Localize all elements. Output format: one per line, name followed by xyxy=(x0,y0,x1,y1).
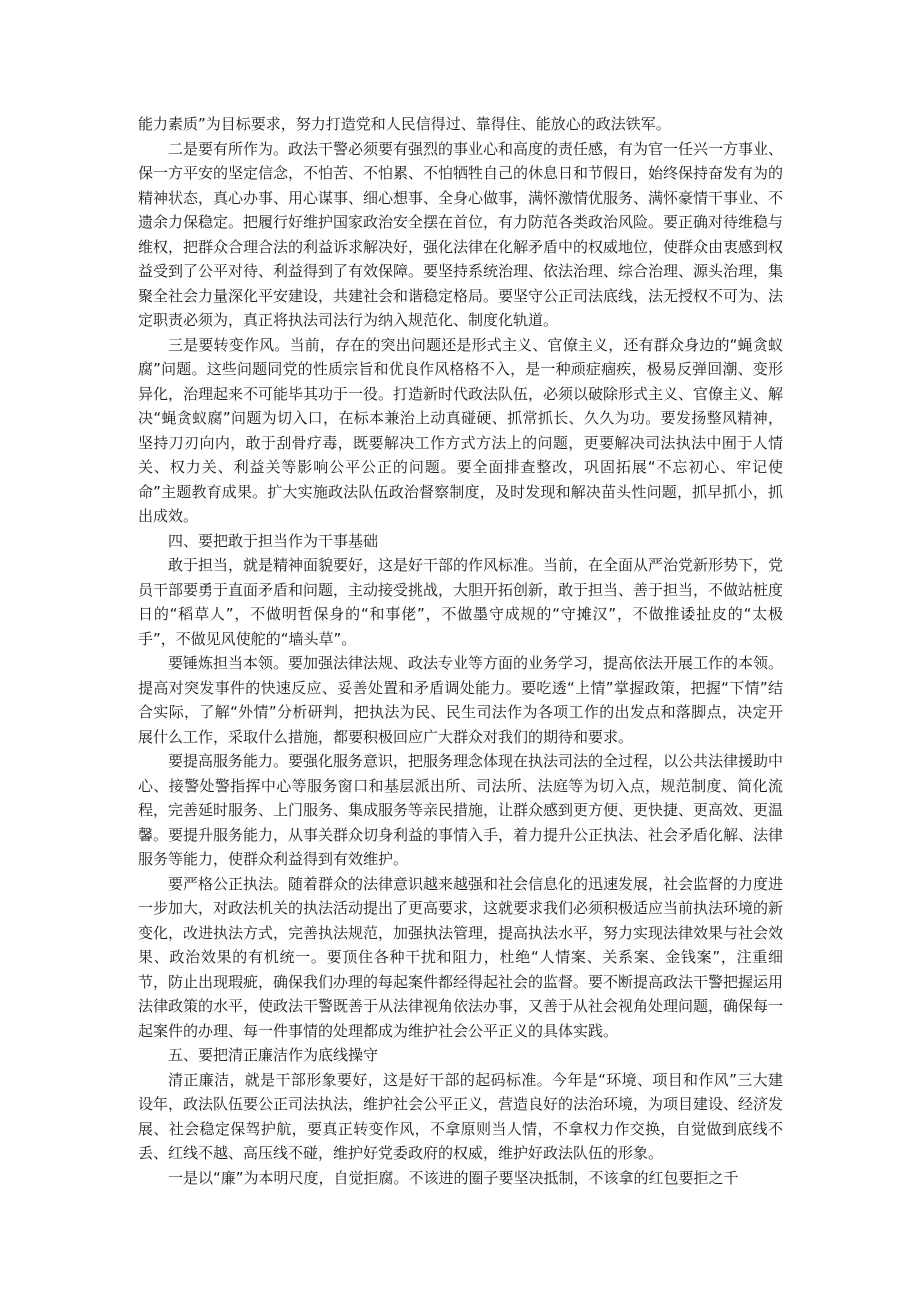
paragraph: 敢于担当，就是精神面貌要好，这是好干部的作风标准。当前，在全面从严治党新形势下，党员干部要勇于直面矛盾和问题，主动接受挑战，大胆开拓创新，敢于担当、善于担当，不做站桩度日的“稻草人”，不做明哲保身的“和事佬”，不做墨守成规的“守摊汉”，不做推诿扯皮的“太极手”，不做见风使舵的“墙头草”。 xyxy=(138,556,784,648)
section-heading: 四、要把敢于担当作为干事基础 xyxy=(168,531,379,550)
paragraph: 要严格公正执法。随着群众的法律意识越来越强和社会信息化的迅速发展，社会监督的力度进一步加大，对政法机关的执法活动提出了更高要求，这就要求我们必须积极适应当前执法环境的新变化，改进执法方式，完善执法规范，加强执法管理，提高执法水平，努力实现法律效果与社会效果、政治效果的有机统一。要顶住各种干扰和阻力，杜绝“人情案、关系案、金钱案”，注重细节，防止出现瑕疵，确保我们办理的每起案件都经得起社会的监督。要不断提高政法干警把握运用法律政策的水平，使政法干警既善于从法律视角依法办事，又善于从社会视角处理问题，确保每一起案件的办理、每一件事情的处理都成为维护社会公平正义的具体实践。 xyxy=(138,874,784,1040)
paragraph: 能力素质”为目标要求，努力打造党和人民信得过、靠得住、能放心的政法铁军。 xyxy=(138,115,671,133)
paragraph: 要提高服务能力。要强化服务意识，把服务理念体现在执法司法的全过程，以公共法律援助中心、接警处警指挥中心等服务窗口和基层派出所、司法所、法庭等为切入点，规范制度、简化流程，完善延时服务、上门服务、集成服务等亲民措施，让群众感到更方便、更快捷、更高效、更温馨。要提升服务能力，从事关群众切身利益的事情入手，着力提升公正执法、社会矛盾化解、法律服务等能力，使群众利益得到有效维护。 xyxy=(138,752,784,868)
paragraph: 要锤炼担当本领。要加强法律法规、政法专业等方面的业务学习，提高依法开展工作的本领。提高对突发事件的快速反应、妥善处置和矛盾调处能力。要吃透“上情”掌握政策，把握“下情”结合实际，了解“外情”分析研判，把执法为民、民生司法作为各项工作的出发点和落脚点，决定开展什么工作，采取什么措施，都要积极回应广大群众对我们的期待和要求。 xyxy=(138,654,784,746)
section-heading: 五、要把清正廉洁作为底线操守 xyxy=(168,1046,379,1064)
paragraph: 二是要有所作为。政法干警必须要有强烈的事业心和高度的责任感，有为官一任兴一方事业、保一方平安的坚定信念，不怕苦、不怕累、不怕牺牲自己的休息日和节假日，始终保持奋发有为的精神状态，真心办事、用心谋事、细心想事、全身心做事，满怀激情优服务、满怀豪情干事业、不遗余力保稳定。把履行好维护国家政治安全摆在首位，有力防范各类政治风险。要正确对待维稳与维权，把群众合理合法的利益诉求解决好，强化法律在化解矛盾中的权威地位，使群众由衷感到权益受到了公平对待、利益得到了有效保障。要坚持系统治理、依法治理、综合治理、源头治理，集聚全社会力量深化平安建设，共建社会和谐稳定格局。要坚守公正司法底线，法无授权不可为、法定职责必须为，真正将执法司法行为纳入规范化、制度化轨道。 xyxy=(138,139,784,329)
document-body xyxy=(138,112,783,1190)
paragraph: 清正廉洁，就是干部形象要好，这是好干部的起码标准。今年是“环境、项目和作风”三大建设年，政法队伍要公正司法执法，维护社会公平正义，营造良好的法治环境，为项目建设、经济发展、社会稳定保驾护航，要真正转变作风，不拿原则当人情，不拿权力作交换，自觉做到底线不丢、红线不越、高压线不碰，维护好党委政府的权威，维护好政法队伍的形象。 xyxy=(138,1070,784,1162)
paragraph: 一是以“廉”为本明尺度，自觉拒腐。不该进的圈子要坚决抵制，不该拿的红包要拒之千 xyxy=(168,1168,739,1187)
paragraph: 三是要转变作风。当前，存在的突出问题还是形式主义、官僚主义，还有群众身边的“蝇贪蚁腐”问题。这些问题同党的性质宗旨和优良作风格格不入，是一种顽症痼疾，极易反弹回潮、变形异化，治理起来不可能毕其功于一役。打造新时代政法队伍，必须以破除形式主义、官僚主义、解决“蝇贪蚁腐”问题为切入口，在标本兼治上动真碰硬、抓常抓长、久久为功。要发扬整风精神，坚持刀刃向内，敢于刮骨疗毒，既要解决工作方式方法上的问题，更要解决司法执法中囿于人情关、权力关、利益关等影响公平公正的问题。要全面排查整改，巩固拓展“不忘初心、牢记使命”主题教育成果。扩大实施政法队伍政治督察制度，及时发现和解决苗头性问题，抓早抓小，抓出成效。 xyxy=(138,335,784,525)
